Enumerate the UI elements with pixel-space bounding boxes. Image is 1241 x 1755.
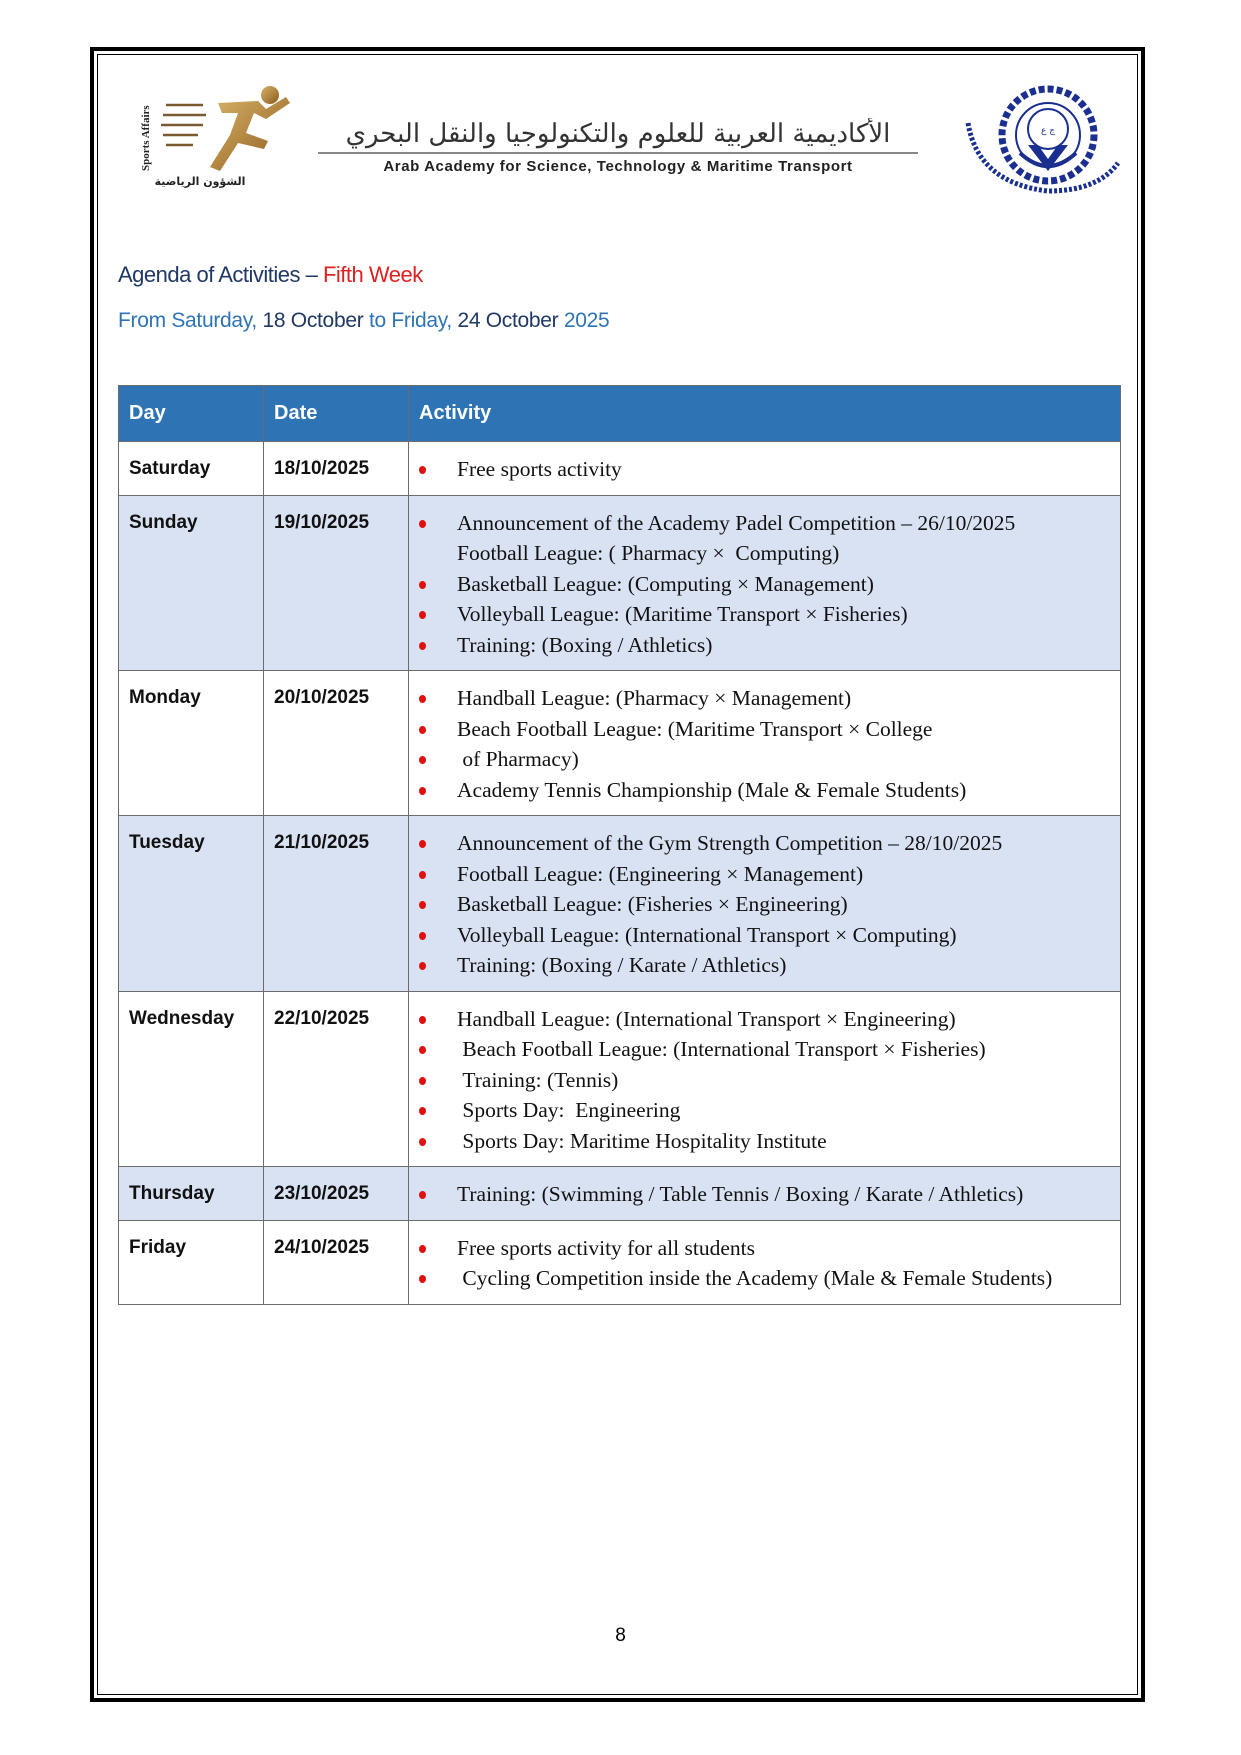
bullet-icon [419, 962, 426, 970]
activity-item [415, 744, 1110, 775]
bullet-icon [419, 1245, 426, 1253]
bullet-icon [419, 520, 426, 528]
agenda-table-body [119, 442, 1121, 1305]
activity-cell [409, 671, 1121, 816]
activity-list [415, 454, 1110, 485]
date-cell: 23/10/2025 [264, 1167, 409, 1221]
bullet-icon [419, 1107, 426, 1115]
day-cell: Sunday [119, 495, 264, 671]
table-row [119, 1167, 1121, 1221]
table-row [119, 1220, 1121, 1304]
activity-text: Sports Day: Engineering [457, 1098, 681, 1122]
bullet-icon [419, 695, 426, 703]
activity-item [415, 1004, 1110, 1035]
activity-text: Football League: ( Pharmacy × Computing) [457, 541, 840, 565]
activity-cell [409, 1167, 1121, 1221]
bullet-icon [419, 611, 426, 619]
activity-text: Training: (Tennis) [457, 1067, 619, 1092]
column-header-activity: Activity [409, 386, 1121, 442]
bullet-icon [419, 581, 426, 589]
divider [318, 152, 918, 154]
activity-item [415, 859, 1110, 890]
bullet-icon [419, 1138, 426, 1146]
activity-text: Beach Football League: (International Transport × Fisheries) [457, 1037, 986, 1061]
day-cell: Thursday [119, 1167, 264, 1221]
aast-emblem-icon [948, 83, 1123, 198]
day-cell: Monday [119, 671, 264, 816]
running-man-icon [158, 83, 308, 178]
activity-item [415, 1263, 1110, 1294]
table-row [119, 442, 1121, 496]
activity-text: of Pharmacy) [457, 747, 579, 771]
bullet-icon [419, 642, 426, 650]
activity-text: Training: (Boxing / Karate / Athletics) [457, 953, 787, 977]
activity-list [415, 508, 1110, 661]
svg-text:ج ع: ج ع [1040, 126, 1056, 136]
activity-item [415, 454, 1110, 485]
agenda-title-prefix: Agenda of Activities – [118, 262, 323, 287]
agenda-title [118, 262, 423, 288]
activity-list [415, 1179, 1110, 1210]
day-cell: Tuesday [119, 816, 264, 992]
activity-cell [409, 495, 1121, 671]
table-row [119, 991, 1121, 1167]
date-cell: 19/10/2025 [264, 495, 409, 671]
activity-item [415, 630, 1110, 661]
activity-cell [409, 816, 1121, 992]
day-cell: Saturday [119, 442, 264, 496]
activity-item [415, 508, 1110, 539]
activity-text: Academy Tennis Championship (Male & Female Students) [457, 777, 967, 802]
table-header-row [119, 386, 1121, 442]
activity-item [415, 1233, 1110, 1264]
activity-list [415, 1004, 1110, 1157]
bullet-icon [419, 1046, 426, 1054]
activity-cell [409, 442, 1121, 496]
activity-item [415, 1179, 1110, 1210]
activity-list [415, 828, 1110, 981]
date-cell: 24/10/2025 [264, 1220, 409, 1304]
activity-item [415, 775, 1110, 806]
agenda-table [118, 385, 1121, 1305]
activity-item [415, 920, 1110, 951]
activity-item [415, 1034, 1110, 1065]
activity-item [415, 950, 1110, 981]
activity-cell [409, 1220, 1121, 1304]
bullet-icon [419, 1016, 426, 1024]
agenda-date-range [118, 309, 609, 333]
activity-item [415, 599, 1110, 630]
activity-list [415, 683, 1110, 805]
activity-text: Training: (Boxing / Athletics) [457, 632, 713, 657]
activity-text: Volleyball League: (Maritime Transport × Fisheries) [457, 602, 908, 626]
bullet-icon [419, 932, 426, 940]
bullet-icon [419, 901, 426, 909]
activity-item [415, 1095, 1110, 1126]
bullet-icon [419, 871, 426, 879]
activity-text: Announcement of the Academy Padel Competition – 26/10/2025 [457, 510, 1016, 535]
table-row [119, 671, 1121, 816]
activity-item [415, 538, 1110, 569]
sports-affairs-arabic: الشؤون الرياضية [154, 175, 246, 188]
activity-text: Beach Football League: (Maritime Transport × College [457, 716, 933, 741]
activity-text: Cycling Competition inside the Academy (Male & Female Students) [457, 1266, 1053, 1290]
range-from-label: From Saturday, [118, 309, 263, 332]
bullet-icon [419, 466, 426, 474]
date-cell: 21/10/2025 [264, 816, 409, 992]
academy-name-arabic: الأكاديمية العربية للعلوم والتكنولوجيا والنقل البحري [345, 119, 891, 149]
activity-text: Sports Day: Maritime Hospitality Institute [457, 1128, 827, 1153]
activity-text: Football League: (Engineering × Management) [457, 861, 864, 886]
activity-text: Volleyball League: (International Transport × Computing) [457, 922, 957, 947]
activity-text: Free sports activity [457, 457, 622, 481]
table-row [119, 495, 1121, 671]
column-header-day: Day [119, 386, 264, 442]
academy-name-block [308, 118, 928, 175]
activity-text: Basketball League: (Fisheries × Engineering) [457, 892, 848, 916]
sports-affairs-label: Sports Affairs [140, 105, 152, 171]
activity-text: Announcement of the Gym Strength Competition – 28/10/2025 [457, 831, 1003, 855]
activity-item [415, 889, 1110, 920]
range-from-date: 18 October [262, 309, 364, 332]
academy-name-english: Arab Academy for Science, Technology & Maritime Transport [383, 158, 853, 175]
activity-text: Free sports activity for all students [457, 1235, 755, 1260]
table-row [119, 816, 1121, 992]
activity-text: Basketball League: (Computing × Management) [457, 571, 874, 596]
range-to-date: 24 October [457, 309, 559, 332]
range-to-label: to Friday, [363, 309, 458, 332]
date-cell: 20/10/2025 [264, 671, 409, 816]
activity-item [415, 569, 1110, 600]
date-cell: 18/10/2025 [264, 442, 409, 496]
activity-text: Handball League: (International Transport × Engineering) [457, 1006, 956, 1031]
letterhead [130, 78, 1130, 208]
bullet-icon [419, 1077, 426, 1085]
sports-affairs-logo [140, 83, 295, 198]
day-cell: Friday [119, 1220, 264, 1304]
agenda-week-label: Fifth Week [322, 262, 423, 287]
day-cell: Wednesday [119, 991, 264, 1167]
bullet-icon [419, 726, 426, 734]
page-number: 8 [615, 1625, 626, 1646]
range-year: 2025 [558, 309, 610, 332]
activity-item [415, 714, 1110, 745]
activity-item [415, 683, 1110, 714]
bullet-icon [419, 787, 426, 795]
column-header-date: Date [264, 386, 409, 442]
activity-item [415, 1065, 1110, 1096]
activity-item [415, 1126, 1110, 1157]
activity-cell [409, 991, 1121, 1167]
activity-list [415, 1233, 1110, 1294]
activity-item [415, 828, 1110, 859]
bullet-icon [419, 1275, 426, 1283]
activity-text: Training: (Swimming / Table Tennis / Boxing / Karate / Athletics) [457, 1182, 1024, 1206]
bullet-icon [419, 840, 426, 848]
date-cell: 22/10/2025 [264, 991, 409, 1167]
activity-text: Handball League: (Pharmacy × Management) [457, 686, 852, 710]
bullet-icon [419, 756, 426, 764]
bullet-icon [419, 1191, 426, 1199]
